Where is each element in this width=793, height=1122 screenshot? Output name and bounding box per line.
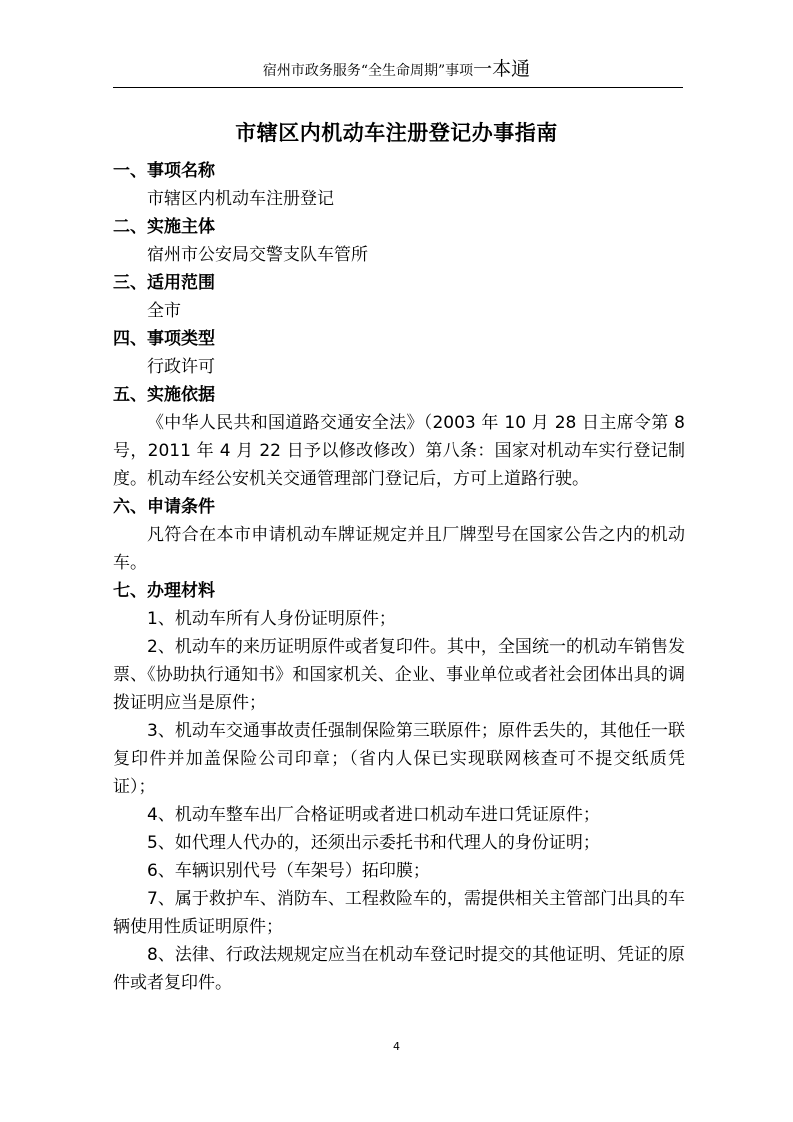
material-item: 2、机动车的来历证明原件或者复印件。其中，全国统一的机动车销售发票、《协助执行通知书》和国家机关、企业、事业单位或者社会团体出具的调拨证明应当是原件； xyxy=(113,637,685,713)
document-body xyxy=(113,157,685,997)
section-heading: 五、实施依据 xyxy=(113,385,215,405)
material-item: 5、如代理人代办的，还须出示委托书和代理人的身份证明； xyxy=(147,833,600,853)
section-heading: 二、实施主体 xyxy=(113,217,215,237)
running-header-text: 宿州市政务服务“全生命周期”事项 xyxy=(262,63,474,79)
document-title: 市辖区内机动车注册登记办事指南 xyxy=(235,121,558,145)
section-paragraph: 《中华人民共和国道路交通安全法》（2003 年 10 月 28 日主席令第 8 号，2011 年 4 月 22 日予以修改修改）第八条：国家对机动车实行登记制度。机动车经公安机关交通管理部门登记后，方可上道路行驶。 xyxy=(113,413,685,489)
material-item: 6、车辆识别代号（车架号）拓印膜； xyxy=(147,861,430,881)
section-conditions xyxy=(113,493,685,577)
section-item-type xyxy=(113,325,685,381)
section-paragraph: 行政许可 xyxy=(147,357,215,377)
section-paragraph: 全市 xyxy=(147,301,181,321)
section-scope xyxy=(113,269,685,325)
section-paragraph: 宿州市公安局交警支队车管所 xyxy=(147,245,368,265)
section-heading: 四、事项类型 xyxy=(113,329,215,349)
material-item: 7、属于救护车、消防车、工程救险车的，需提供相关主管部门出具的车辆使用性质证明原件； xyxy=(113,889,685,937)
material-item: 4、机动车整车出厂合格证明或者进口机动车进口凭证原件； xyxy=(147,805,600,825)
section-heading: 三、适用范围 xyxy=(113,273,215,293)
running-header-emphasis: 一本通 xyxy=(473,58,531,80)
section-paragraph: 凡符合在本市申请机动车牌证规定并且厂牌型号在国家公告之内的机动车。 xyxy=(113,525,685,573)
section-heading: 七、办理材料 xyxy=(113,581,215,601)
section-heading: 一、事项名称 xyxy=(113,161,215,181)
section-implementing-body xyxy=(113,213,685,269)
section-paragraph: 市辖区内机动车注册登记 xyxy=(147,189,334,209)
section-item-name xyxy=(113,157,685,213)
material-item: 1、机动车所有人身份证明原件； xyxy=(147,609,396,629)
page-number: 4 xyxy=(393,1040,400,1053)
section-materials xyxy=(113,577,685,997)
material-item: 8、法律、行政法规规定应当在机动车登记时提交的其他证明、凭证的原件或者复印件。 xyxy=(113,945,685,993)
material-item: 3、机动车交通事故责任强制保险第三联原件；原件丢失的，其他任一联复印件并加盖保险公司印章；（省内人保已实现联网核查可不提交纸质凭证）； xyxy=(113,721,685,797)
section-legal-basis xyxy=(113,381,685,493)
header-rule xyxy=(113,87,683,88)
running-header xyxy=(0,58,793,82)
section-heading: 六、申请条件 xyxy=(113,497,215,517)
